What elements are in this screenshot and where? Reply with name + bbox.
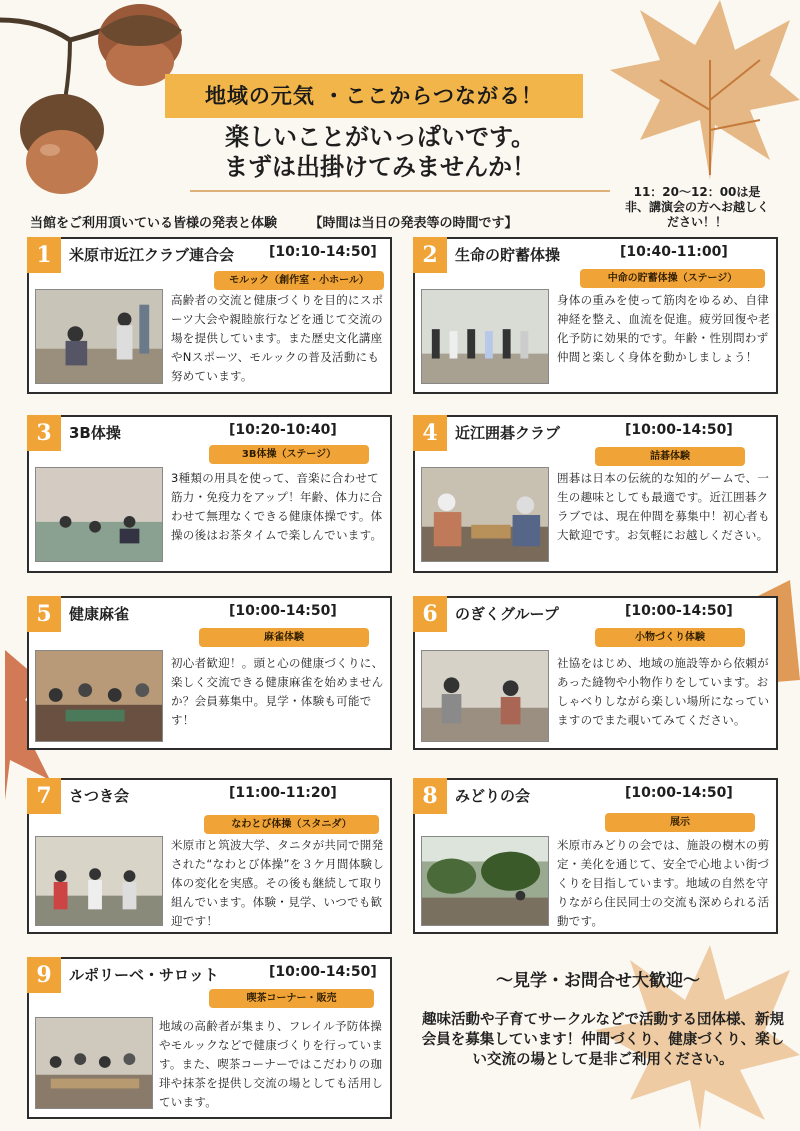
card-description: 初心者歓迎！。頭と心の健康づくりに、楽しく交流できる健康麻雀を始めませんか？会員募集中。見学・体験も可能です！ [171, 656, 384, 727]
group-card-9 [27, 957, 392, 1119]
card-description: 3種類の用具を使って、音楽に合わせて筋力・免疫力をアップ！年齢、体力に合わせて無理なくできる健康体操です。体操の後はお茶タイムで楽しんでいます。 [171, 471, 383, 542]
exercise-photo [421, 289, 549, 384]
card-venue-badge: 喫茶コーナー・販売 [209, 989, 374, 1008]
card-time: [10:10-14:50] [269, 244, 377, 260]
card-description: 身体の重みを使って筋肉をゆるめ、自律神経を整え、血流を促進。疲労回復や老化予防に効果的です。年齢・性別問わず仲間と楽しく身体を動かしましょう！ [557, 293, 771, 364]
molkky-photo [35, 289, 163, 384]
card-venue-badge: 小物づくり体験 [595, 628, 745, 647]
headline-line-2: まずは出掛けてみませんか！ [224, 153, 536, 181]
3b-photo [35, 467, 163, 562]
headline-banner: 地域の元気 ・ここからつながる！ [165, 74, 583, 118]
card-time: [10:00-14:50] [625, 422, 733, 438]
card-number: 3 [27, 415, 61, 451]
card-time: [10:00-14:50] [625, 603, 733, 619]
card-number: 8 [413, 778, 447, 814]
card-number: 1 [27, 237, 61, 273]
card-venue-badge: モルック（創作室・小ホール） [214, 271, 384, 290]
group-card-1 [27, 237, 392, 394]
card-time: [11:00-11:20] [229, 785, 337, 801]
garden-photo [421, 836, 549, 926]
card-title: 生命の貯蓄体操 [455, 246, 561, 264]
card-number: 6 [413, 596, 447, 632]
go-photo [421, 467, 549, 562]
card-number: 9 [27, 957, 61, 993]
card-time: [10:40-11:00] [620, 244, 728, 260]
card-venue-badge: 展示 [605, 813, 755, 832]
card-time: [10:00-14:50] [229, 603, 337, 619]
card-description: 囲碁は日本の伝統的な知的ゲームで、一生の趣味としても最適です。近江囲碁クラブでは、現在仲間を募集中！初心者も大歓迎です。お気軽にお越しください。 [557, 471, 770, 542]
group-card-6 [413, 596, 778, 750]
card-time: [10:00-14:50] [625, 785, 733, 801]
card-number: 2 [413, 237, 447, 273]
intro-right: 【時間は当日の発表等の時間です】 [309, 216, 518, 231]
card-number: 7 [27, 778, 61, 814]
card-description: 米原市みどりの会では、施設の樹木の剪定・美化を通じて、安全で心地よい街づくりを目指しています。地域の自然を守りながら住民同士の交流も深められる活動です。 [557, 838, 770, 928]
card-venue-badge: 詰碁体験 [595, 447, 745, 466]
card-venue-badge: 3B体操（ステージ） [209, 445, 369, 464]
divider [190, 190, 610, 192]
group-card-5 [27, 596, 392, 750]
maple-leaf-illustration [600, 0, 800, 190]
group-card-8 [413, 778, 778, 934]
card-title: みどりの会 [455, 787, 531, 805]
mahjong-photo [35, 650, 163, 742]
card-time: [10:00-14:50] [269, 964, 377, 980]
rope-photo [35, 836, 163, 926]
card-number: 5 [27, 596, 61, 632]
card-venue-badge: 中命の貯蓄体操（ステージ） [580, 269, 765, 288]
section-intro [30, 212, 630, 231]
card-venue-badge: なわとび体操（スタニダ） [204, 815, 379, 834]
cafe-photo [35, 1017, 153, 1109]
card-description: 社協をはじめ、地域の施設等から依頼があった縫物や小物作りをしています。おしゃべりしながら楽しい場所になっていますのでまた覗いてみてください。 [557, 656, 770, 727]
sewing-photo [421, 650, 549, 742]
group-card-2 [413, 237, 778, 394]
welcome-message: 趣味活動や子育てサークルなどで活動する団体様、新規会員を募集しています！仲間づくり、健康づくり、楽しい交流の場として是非ご利用ください。 [421, 1012, 785, 1068]
welcome-heading: 〜見学・お問合せ大歓迎〜 [496, 971, 700, 991]
card-title: 3B体操 [69, 424, 121, 442]
card-title: 米原市近江クラブ連合会 [69, 246, 235, 264]
group-card-7 [27, 778, 392, 934]
card-description: 高齢者の交流と健康づくりを目的にスポーツ大会や親睦旅行などを通じて交流の場を提供しています。また歴史文化講座やNスポーツ、モルックの普及活動にも努めています。 [171, 293, 384, 383]
card-title: ルポリーベ・サロット [69, 966, 219, 984]
intro-left: 当館をご利用頂いている皆様の発表と体験 [30, 216, 278, 231]
card-description: 地域の高齢者が集まり、フレイル予防体操やモルックなどで健康づくりを行っています。また、喫茶コーナーではこだわりの珈琲や抹茶を提供し交流の場としても活用しています。 [159, 1019, 384, 1109]
card-title: のぎくグループ [455, 605, 559, 623]
card-title: 健康麻雀 [69, 605, 130, 623]
headline-line-1: 楽しいことがいっぱいです。 [224, 123, 536, 151]
card-title: さつき会 [69, 787, 130, 805]
group-card-3 [27, 415, 392, 573]
card-venue-badge: 麻雀体験 [199, 628, 369, 647]
group-card-4 [413, 415, 778, 573]
card-time: [10:20-10:40] [229, 422, 337, 438]
card-title: 近江囲碁クラブ [455, 424, 561, 442]
card-description: 米原市と筑波大学、タニタが共同で開発された“なわとび体操”を３ケ月間体験し体の変化を実感。その後も継続して取り組んでいます。体験・見学、いつでも歓迎です！ [171, 838, 385, 928]
card-number: 4 [413, 415, 447, 451]
page-headline [190, 122, 570, 182]
lecture-note: 11：20〜12：00は是非、講演会の方へお越しください！！ [624, 185, 769, 229]
